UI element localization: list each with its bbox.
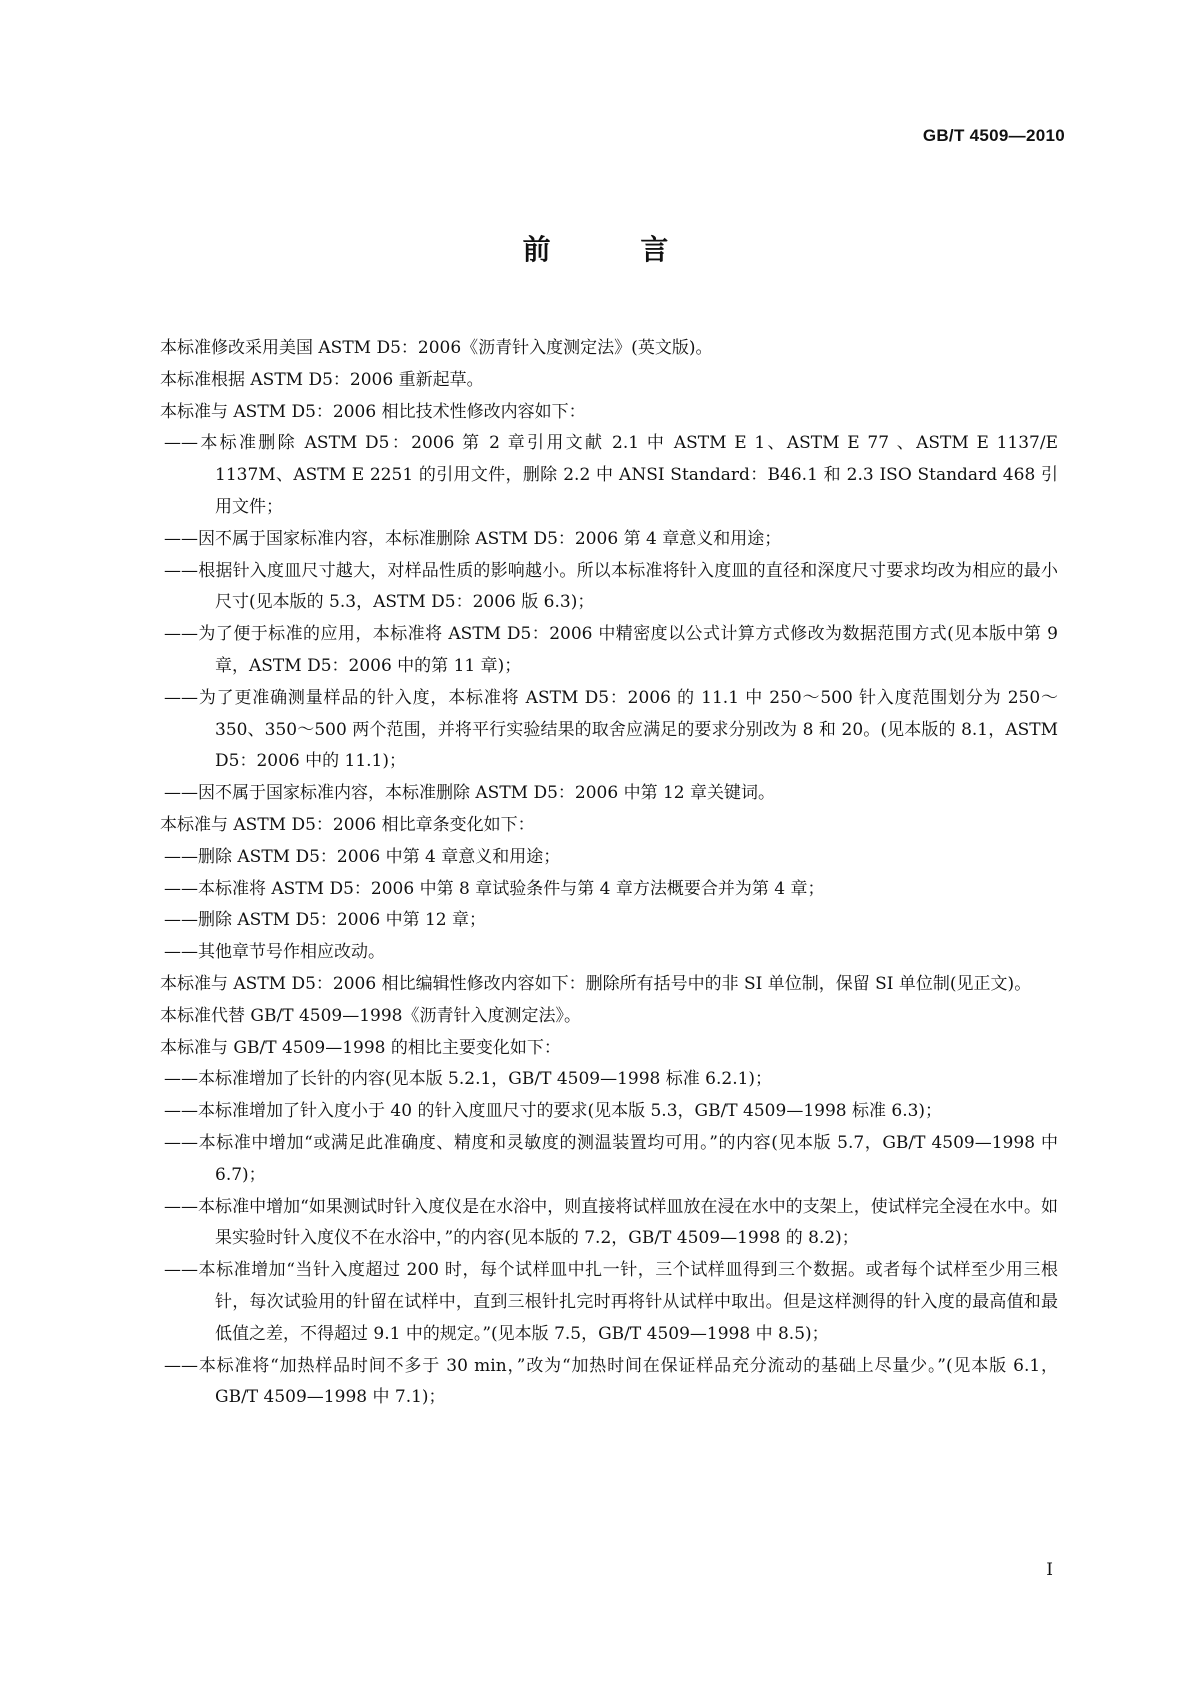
page-title: 前 言	[522, 233, 709, 266]
list-item: ——本标准增加了长针的内容(见本版 5.2.1，GB/T 4509—1998 标准 6.2.1)；	[164, 1069, 773, 1090]
list-item: ——本标准将“加热样品时间不多于 30 min，”改为“加热时间在保证样品充分流动的基础上尽量少。”(见本版 6.1，GB/T 4509—1998 中 7.1)；	[164, 1355, 1058, 1408]
page-number: I	[1046, 1560, 1053, 1580]
paragraph: 本标准与 ASTM D5：2006 相比技术性修改内容如下：	[160, 401, 586, 422]
paragraph: 本标准代替 GB/T 4509—1998《沥青针入度测定法》。	[160, 1005, 581, 1026]
foreword-body	[126, 333, 1058, 1414]
paragraph: 本标准与 ASTM D5：2006 相比章条变化如下：	[160, 814, 535, 835]
list-item: ——为了更准确测量样品的针入度，本标准将 ASTM D5：2006 的 11.1 中 250～500 针入度范围划分为 250～350、350～500 两个范围，并将平行实验结果的取舍应满足的要求分别改为 8 和 20。(见本版的 8.1，ASTM D5：2006 中的 11.1)；	[164, 687, 1058, 772]
list-item: ——本标准增加了针入度小于 40 的针入度皿尺寸的要求(见本版 5.3，GB/T 4509—1998 标准 6.3)；	[164, 1101, 943, 1122]
list-item: ——根据针入度皿尺寸越大，对样品性质的影响越小。所以本标准将针入度皿的直径和深度尺寸要求均改为相应的最小尺寸(见本版的 5.3，ASTM D5：2006 版 6.3)；	[164, 560, 1058, 613]
list-item: ——删除 ASTM D5：2006 中第 12 章；	[164, 910, 487, 931]
list-item: ——本标准中增加“如果测试时针入度仪是在水浴中，则直接将试样皿放在浸在水中的支架上，使试样完全浸在水中。如果实验时针入度仪不在水浴中，”的内容(见本版的 7.2，GB/T 4509—1998 的 8.2)；	[164, 1196, 1058, 1249]
paragraph: 本标准与 GB/T 4509—1998 的相比主要变化如下：	[160, 1037, 561, 1058]
list-item: ——本标准将 ASTM D5：2006 中第 8 章试验条件与第 4 章方法概要合并为第 4 章；	[164, 878, 825, 899]
list-item: ——因不属于国家标准内容，本标准删除 ASTM D5：2006 第 4 章意义和用途；	[164, 528, 782, 549]
list-item: ——因不属于国家标准内容，本标准删除 ASTM D5：2006 中第 12 章关键词。	[164, 783, 776, 804]
paragraph: 本标准修改采用美国 ASTM D5：2006《沥青针入度测定法》(英文版)。	[160, 338, 713, 358]
list-item: ——删除 ASTM D5：2006 中第 4 章意义和用途；	[164, 846, 561, 867]
list-item: ——本标准增加“当针入度超过 200 时，每个试样皿中扎一针，三个试样皿得到三个数据。或者每个试样至少用三根针，每次试验用的针留在试样中，直到三根针扎完时再将针从试样中取出。但是这样测得的针入度的最高值和最低值之差，不得超过 9.1 中的规定。”(见本版 7.5，GB/T 4509—1998 中 8.5)；	[164, 1260, 1058, 1344]
paragraph: 本标准根据 ASTM D5：2006 重新起草。	[160, 369, 484, 390]
list-item: ——为了便于标准的应用，本标准将 ASTM D5：2006 中精密度以公式计算方式修改为数据范围方式(见本版中第 9 章，ASTM D5：2006 中的第 11 章)；	[164, 624, 1058, 676]
list-item: ——本标准中增加“或满足此准确度、精度和灵敏度的测温装置均可用。”的内容(见本版 5.7，GB/T 4509—1998 中 6.7)；	[164, 1132, 1058, 1185]
paragraph: 本标准与 ASTM D5：2006 相比编辑性修改内容如下：删除所有括号中的非 SI 单位制，保留 SI 单位制(见正文)。	[160, 973, 1032, 994]
list-item: ——其他章节号作相应改动。	[164, 942, 385, 963]
standard-code: GB/T 4509—2010	[922, 126, 1065, 145]
list-item: ——本标准删除 ASTM D5：2006 第 2 章引用文献 2.1 中 ASTM E 1、ASTM E 77 、ASTM E 1137/E 1137M、ASTM E 2251 的引用文件，删除 2.2 中 ANSI Standard：B46.1 和 2.3 ISO Standard 468 引用文件；	[164, 433, 1058, 517]
